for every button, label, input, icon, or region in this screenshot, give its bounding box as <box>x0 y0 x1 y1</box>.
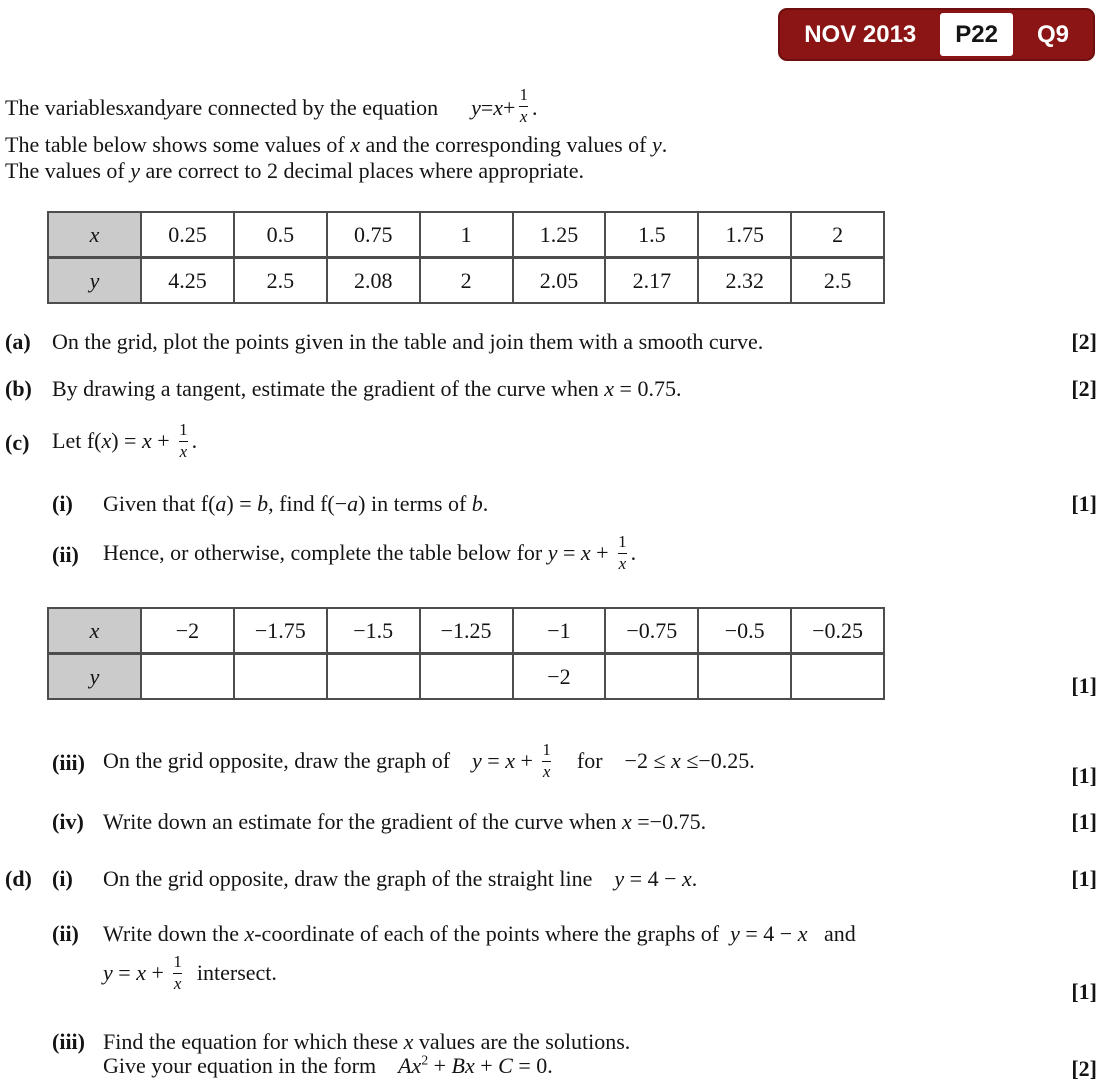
part-d-iii-line-2 <box>5 1052 1034 1080</box>
table-cell: 4.25 <box>168 267 207 293</box>
table-cell: 1.75 <box>697 213 790 256</box>
table-1-x-row <box>49 213 883 256</box>
table-cell: −1 <box>512 609 605 652</box>
table-cell: 0.25 <box>168 221 207 247</box>
text-run: are connected by the equation <box>175 95 472 120</box>
part-b-label: (b) <box>5 376 32 401</box>
text-run: . <box>691 866 698 891</box>
part-d-iii-text-2 <box>103 1053 553 1078</box>
part-a-marks: [2] <box>1071 329 1097 354</box>
part-d-iii-text-1 <box>103 1029 630 1054</box>
table-cell: 1.25 <box>512 213 605 256</box>
text-run: x <box>493 95 504 120</box>
part-c-iv <box>5 808 1034 836</box>
table-2-x-cells <box>142 609 883 652</box>
question-badge <box>778 8 1095 61</box>
table-1-x-cells <box>142 213 883 256</box>
text-run: Let f( <box>52 428 102 454</box>
intro-line-2 <box>5 131 1040 158</box>
table-cell: −2 <box>175 617 200 643</box>
text-run: = 0.75. <box>614 376 682 401</box>
text-run: and <box>133 95 166 120</box>
fraction: $\frac{1}{x}$ <box>179 420 188 461</box>
table-cell: 2.5 <box>233 259 326 302</box>
part-d-i-text <box>103 866 697 891</box>
text-run: . <box>531 95 538 120</box>
text-run: ) = <box>226 491 258 516</box>
text-run: + <box>503 95 516 120</box>
table-cell <box>326 655 419 698</box>
part-c-ii <box>5 528 1034 582</box>
part-c-iv-marks: [1] <box>1071 809 1097 834</box>
text-run: y <box>472 748 482 774</box>
text-run: The table below shows some values of <box>5 132 351 157</box>
table-cell: 2.5 <box>790 259 883 302</box>
text-run: y <box>130 158 140 183</box>
badge-session: NOV 2013 <box>804 20 917 48</box>
part-b-text <box>52 376 681 401</box>
text-run: Given that f( <box>103 491 216 516</box>
text-run: x <box>604 376 615 401</box>
table-cell: 0.5 <box>233 213 326 256</box>
badge-paper: P22 <box>940 13 1013 56</box>
table-cell: 2.32 <box>697 259 790 302</box>
text-run: On the grid opposite, draw the graph of the straight line <box>103 866 615 891</box>
part-c-iii-marks: [1] <box>1071 763 1097 788</box>
text-run: + <box>428 1053 452 1078</box>
part-d-iii-marks: [2] <box>1071 1056 1097 1081</box>
text-run: = 4 − <box>739 921 798 946</box>
text-run: Write down an estimate for the gradient of the curve when <box>103 809 622 834</box>
text-run: . <box>191 428 198 454</box>
text-run: x <box>403 1029 414 1054</box>
part-d-i <box>5 865 1034 893</box>
table-cell: 2.17 <box>604 259 697 302</box>
part-a-label: (a) <box>5 329 31 354</box>
text-run: Write down the <box>103 921 245 946</box>
text-run: + <box>590 540 615 566</box>
text-run: + <box>151 428 176 454</box>
part-c-i-text <box>103 491 488 516</box>
text-run: x <box>244 921 255 946</box>
table-cell: −2 <box>512 655 605 698</box>
text-run: = <box>481 748 506 774</box>
table-cell: −1.25 <box>419 609 512 652</box>
part-c-label: (c) <box>5 430 30 455</box>
fraction: $\frac{1}{x}$ <box>618 532 627 573</box>
part-d-label: (d) <box>5 866 32 891</box>
table-2-y-row <box>49 652 883 698</box>
text-run: are correct to 2 decimal places where appropriate. <box>140 158 585 183</box>
table-cell: 2.05 <box>512 259 605 302</box>
table-cell: 1.5 <box>604 213 697 256</box>
part-c-i <box>5 490 1034 518</box>
text-run: Give your equation in the form <box>103 1053 399 1078</box>
part-b-marks: [2] <box>1071 376 1097 401</box>
text-run: y <box>547 540 558 566</box>
part-c-iii <box>5 736 1034 790</box>
text-run: . <box>661 132 668 157</box>
part-c-iv-label: (iv) <box>52 809 84 834</box>
text-run: = <box>480 95 494 120</box>
part-d-i-label: (i) <box>52 866 73 891</box>
part-d-ii-line-1 <box>5 920 1034 948</box>
intro-line-1 <box>5 82 1040 134</box>
text-run: y <box>471 95 481 120</box>
table-cell <box>233 655 326 698</box>
text-run: ) = <box>111 428 142 454</box>
text-run: = 0. <box>512 1053 553 1078</box>
text-run: Ax <box>398 1053 422 1078</box>
table-cell: −0.25 <box>790 609 883 652</box>
part-c-text <box>52 420 198 463</box>
text-run: -coordinate of each of the points where the graphs of <box>254 921 731 946</box>
text-run: intersect. <box>185 960 277 986</box>
text-run: x <box>505 748 515 774</box>
part-c <box>5 416 1034 470</box>
text-run: + <box>474 1053 499 1078</box>
text-run: 2 <box>421 1052 429 1068</box>
table-cell: 2 <box>790 213 883 256</box>
text-run: = <box>112 960 137 986</box>
part-d-ii-label: (ii) <box>52 921 79 946</box>
text-run: . <box>630 540 637 566</box>
text-run: x <box>124 95 134 120</box>
text-run: a <box>347 491 359 516</box>
text-run: a <box>215 491 227 516</box>
text-run: On the grid opposite, draw the graph of <box>103 748 473 774</box>
text-run: y <box>730 921 740 946</box>
text-run: y <box>652 132 662 157</box>
text-run: values are the solutions. <box>413 1029 631 1054</box>
part-b <box>5 375 1034 403</box>
text-run: x <box>580 540 591 566</box>
text-run: The variables <box>5 95 125 120</box>
text-run: , find f(− <box>268 491 348 516</box>
text-run: x <box>101 428 112 454</box>
text-run: Hence, or otherwise, complete the table below for <box>103 540 548 566</box>
text-run: x <box>681 866 692 891</box>
text-run: y <box>103 960 113 986</box>
part-c-iii-text <box>103 740 755 783</box>
table-cell <box>604 655 697 698</box>
text-run: b <box>471 491 483 516</box>
table-cell <box>697 655 790 698</box>
table-cell: −0.75 <box>604 609 697 652</box>
badge-question: Q9 <box>1036 20 1069 48</box>
table-2-y-header: y <box>49 655 142 698</box>
fraction: $\frac{1}{x}$ <box>519 85 528 126</box>
text-run: ≤−0.25. <box>680 748 755 774</box>
text-run: and the corresponding values of <box>359 132 652 157</box>
table-cell <box>142 655 233 698</box>
values-table-2 <box>47 607 885 700</box>
part-c-i-label: (i) <box>52 491 73 516</box>
part-d-i-marks: [1] <box>1071 866 1097 891</box>
table-2-x-row <box>49 609 883 652</box>
table-cell: 0.75 <box>326 213 419 256</box>
table-cell: 2.08 <box>326 259 419 302</box>
table-cell <box>419 655 512 698</box>
part-c-iii-label: (iii) <box>52 750 85 775</box>
table-1-y-cells <box>142 259 883 302</box>
text-run: x <box>136 960 146 986</box>
text-run: = <box>557 540 581 566</box>
table-1-y-row <box>49 256 883 302</box>
part-d-iii-label: (iii) <box>52 1029 85 1054</box>
table-2-y-cells <box>142 655 883 698</box>
text-run: for −2 ≤ <box>554 748 672 774</box>
text-run: x <box>621 809 632 834</box>
text-run: x <box>350 132 360 157</box>
text-run: Find the equation for which these <box>103 1029 404 1054</box>
text-run: = 4 − <box>624 866 682 891</box>
intro-line-3 <box>5 157 1040 184</box>
text-run: + <box>514 748 539 774</box>
table-cell: −1.5 <box>326 609 419 652</box>
table-cell: −0.5 <box>697 609 790 652</box>
text-run: x <box>671 748 681 774</box>
table-2-x-header: x <box>49 609 142 652</box>
table-cell: 2 <box>419 259 512 302</box>
text-run: ) in terms of <box>358 491 472 516</box>
text-run: y <box>165 95 176 120</box>
text-run: Bx <box>451 1053 475 1078</box>
fraction: $\frac{1}{x}$ <box>173 952 182 993</box>
table-2-marks: [1] <box>1071 673 1097 698</box>
text-run: By drawing a tangent, estimate the gradient of the curve when <box>52 376 605 401</box>
table-1-y-header: y <box>49 259 142 302</box>
table-cell: −1.75 <box>233 609 326 652</box>
text-run: x <box>797 921 808 946</box>
text-run: On the grid, plot the points given in the table and join them with a smooth curve. <box>52 329 764 354</box>
part-a-text <box>52 329 763 354</box>
table-1-x-header: x <box>49 213 142 256</box>
values-table-1 <box>47 211 885 304</box>
text-run: C <box>498 1053 513 1078</box>
text-run: . <box>482 491 489 516</box>
part-c-i-marks: [1] <box>1071 491 1097 516</box>
part-c-ii-label: (ii) <box>52 542 79 567</box>
fraction: $\frac{1}{x}$ <box>542 740 551 781</box>
part-d-ii-text-2 <box>103 952 277 995</box>
part-d-ii-line-2 <box>5 948 1034 1002</box>
part-c-iv-text <box>103 809 706 834</box>
text-run: + <box>145 960 170 986</box>
text-run: x <box>141 428 152 454</box>
table-cell: 1 <box>419 213 512 256</box>
text-run: =−0.75. <box>631 809 707 834</box>
part-c-ii-text <box>103 532 637 575</box>
table-cell <box>790 655 883 698</box>
text-run: and <box>807 921 856 946</box>
part-d-ii-text-1 <box>103 921 856 946</box>
part-d-ii-marks: [1] <box>1071 979 1097 1004</box>
text-run: y <box>614 866 625 891</box>
text-run: b <box>257 491 269 516</box>
text-run: The values of <box>5 158 131 183</box>
part-a <box>5 328 1034 356</box>
